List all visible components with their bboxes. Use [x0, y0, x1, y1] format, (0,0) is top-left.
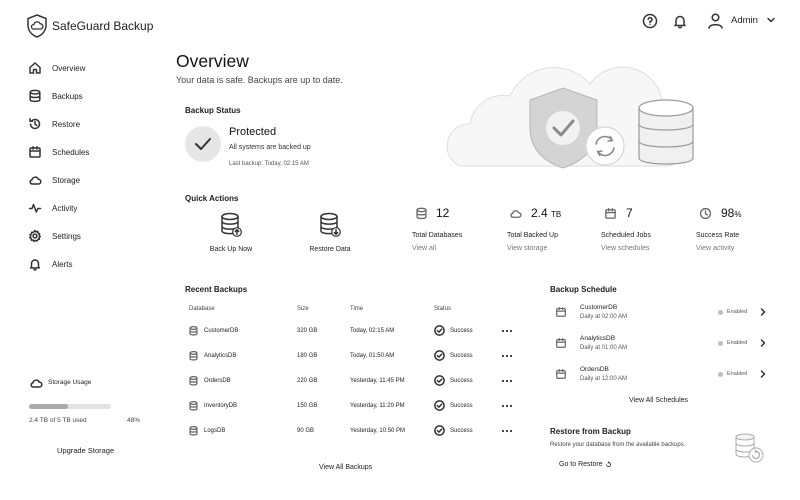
chevron-right-icon[interactable]	[760, 370, 766, 378]
database-icon	[189, 326, 198, 336]
user-name[interactable]: Admin	[731, 15, 758, 26]
stat-label: Scheduled Jobs	[601, 232, 651, 239]
row-time: Yesterday, 10:50 PM	[350, 428, 406, 434]
sidebar-item-settings[interactable]	[22, 225, 152, 247]
database-stack-icon	[639, 100, 693, 164]
view-all-backups-link[interactable]: View All Backups	[319, 464, 373, 471]
backup-status-title: Backup Status	[185, 106, 241, 115]
go-to-restore-label: Go to Restore	[559, 461, 603, 468]
back-up-now-label: Back Up Now	[209, 246, 253, 253]
status-badge: Enabled	[718, 309, 747, 315]
chevron-right-icon[interactable]	[760, 308, 766, 316]
cloud-icon	[509, 207, 522, 220]
schedule-item[interactable]	[550, 331, 772, 357]
sidebar-item-alerts[interactable]	[22, 253, 152, 275]
stat-value: 98%	[721, 206, 742, 220]
calendar-icon	[604, 207, 617, 220]
more-options-icon[interactable]	[501, 329, 513, 333]
sidebar-item-backups[interactable]	[22, 85, 152, 107]
cloud-icon	[28, 173, 42, 187]
row-database: AnalyticsDB	[204, 353, 237, 359]
calendar-icon	[28, 145, 42, 159]
restore-data-button[interactable]	[285, 212, 375, 262]
storage-percent-text: 48%	[127, 417, 141, 424]
stat-label: Success Rate	[696, 232, 740, 239]
stat-label: Total Databases	[412, 232, 463, 239]
database-icon	[189, 426, 198, 436]
storage-usage-fill	[29, 404, 68, 409]
table-row[interactable]	[185, 345, 525, 367]
database-upload-icon	[220, 212, 242, 238]
app-title: SafeGuard Backup	[52, 19, 154, 33]
row-status: Success	[450, 378, 473, 384]
database-icon	[189, 351, 198, 361]
restore-data-label: Restore Data	[309, 246, 351, 253]
bell-icon	[28, 257, 42, 271]
database-icon	[28, 89, 42, 103]
row-status: Success	[450, 328, 473, 334]
table-row[interactable]	[185, 420, 525, 442]
database-restore-icon	[732, 432, 766, 464]
stat-value: 7	[626, 206, 633, 220]
row-time: Today, 02:15 AM	[350, 328, 395, 334]
more-options-icon[interactable]	[501, 429, 513, 433]
row-time: Yesterday, 11:45 PM	[350, 378, 405, 384]
schedule-item[interactable]	[550, 362, 772, 388]
more-options-icon[interactable]	[501, 354, 513, 358]
sidebar-item-restore[interactable]	[22, 113, 152, 135]
view-all-schedules-link[interactable]: View All Schedules	[629, 397, 689, 404]
schedule-time: Daily at 02:00 AM	[580, 314, 628, 320]
schedule-name: OrdersDB	[580, 366, 609, 373]
status-check-icon	[185, 126, 221, 162]
column-header-database: Database	[189, 306, 215, 312]
row-status: Success	[450, 428, 473, 434]
database-icon	[415, 207, 428, 220]
chevron-right-icon[interactable]	[760, 339, 766, 347]
database-icon	[189, 376, 198, 386]
calendar-icon	[555, 306, 567, 318]
sidebar-item-label: Settings	[52, 231, 81, 241]
view-all-databases-link[interactable]: View all	[412, 245, 436, 252]
row-database: CustomerDB	[204, 328, 239, 334]
row-size: 90 GB	[297, 428, 315, 434]
sidebar-item-label: Overview	[52, 63, 86, 73]
schedule-item[interactable]	[550, 300, 772, 326]
database-download-icon	[319, 212, 341, 238]
view-activity-link[interactable]: View activity	[696, 245, 735, 252]
table-row[interactable]	[185, 370, 525, 392]
stat-label: Total Backed Up	[507, 232, 558, 239]
home-icon	[28, 61, 42, 75]
schedule-time: Daily at 01:00 AM	[580, 345, 628, 351]
recent-backups-title: Recent Backups	[185, 285, 248, 294]
row-database: InventoryDB	[204, 403, 238, 409]
row-size: 180 GB	[297, 353, 318, 359]
row-size: 320 GB	[297, 328, 318, 334]
sidebar-item-activity[interactable]	[22, 197, 152, 219]
success-check-icon	[434, 400, 445, 411]
storage-usage-label: Storage Usage	[48, 379, 92, 386]
sidebar-item-label: Restore	[52, 119, 81, 129]
column-header-status: Status	[434, 306, 452, 312]
view-schedules-link[interactable]: View schedules	[601, 245, 650, 252]
back-up-now-button[interactable]	[186, 212, 276, 262]
database-icon	[189, 401, 198, 411]
row-time: Today, 01:50 AM	[350, 353, 395, 359]
status-badge: Enabled	[718, 340, 747, 346]
sidebar-item-label: Activity	[52, 203, 78, 213]
clock-icon	[699, 207, 712, 220]
hero-illustration	[440, 58, 700, 178]
go-to-restore-link[interactable]	[559, 461, 612, 468]
sidebar-item-overview[interactable]	[22, 57, 152, 79]
more-options-icon[interactable]	[501, 404, 513, 408]
table-row[interactable]	[185, 320, 525, 342]
page-subtitle: Your data is safe. Backups are up to date.	[176, 75, 343, 85]
chevron-down-icon[interactable]	[766, 16, 776, 24]
sidebar-item-schedules[interactable]	[22, 141, 152, 163]
sidebar-item-label: Storage	[52, 175, 81, 185]
help-icon[interactable]	[642, 13, 658, 29]
restore-description: Restore your database from the available backups.	[550, 442, 686, 448]
row-database: LogsDB	[204, 428, 226, 434]
success-check-icon	[434, 425, 445, 436]
backup-state-description: All systems are backed up	[229, 144, 311, 151]
stat-value: 12	[436, 206, 450, 220]
backup-state: Protected	[229, 126, 277, 138]
upgrade-storage-button[interactable]: Upgrade Storage	[57, 446, 115, 455]
success-check-icon	[434, 325, 445, 336]
sidebar-item-label: Backups	[52, 91, 83, 101]
schedule-name: AnalyticsDB	[580, 335, 616, 342]
sidebar-item-label: Schedules	[52, 147, 90, 157]
quick-actions-title: Quick Actions	[185, 194, 239, 203]
row-size: 220 GB	[297, 378, 318, 384]
gear-icon	[28, 229, 42, 243]
column-header-size: Size	[297, 306, 309, 312]
last-backup-time: Last backup: Today, 02:15 AM	[229, 161, 309, 167]
user-icon[interactable]	[707, 12, 724, 29]
cloud-icon	[29, 377, 43, 389]
restore-arrow-icon	[605, 461, 612, 468]
activity-icon	[28, 201, 42, 215]
schedule-time: Daily at 12:00 AM	[580, 376, 628, 382]
view-storage-link[interactable]: View storage	[507, 245, 548, 252]
backup-schedule-title: Backup Schedule	[550, 285, 617, 294]
storage-usage-bar	[29, 404, 111, 409]
row-status: Success	[450, 353, 473, 359]
calendar-icon	[555, 368, 567, 380]
row-status: Success	[450, 403, 473, 409]
sync-icon	[586, 127, 624, 165]
status-badge: Enabled	[718, 371, 747, 377]
bell-icon[interactable]	[672, 13, 688, 29]
row-time: Yesterday, 11:20 PM	[350, 403, 405, 409]
calendar-icon	[555, 337, 567, 349]
shield-cloud-logo	[26, 14, 48, 38]
table-row[interactable]	[185, 395, 525, 417]
success-check-icon	[434, 375, 445, 386]
row-size: 150 GB	[297, 403, 318, 409]
sidebar-item-storage[interactable]	[22, 169, 152, 191]
restore-icon	[28, 117, 42, 131]
column-header-time: Time	[350, 306, 364, 312]
restore-from-backup-title: Restore from Backup	[550, 427, 631, 436]
more-options-icon[interactable]	[501, 379, 513, 383]
stat-value: 2.4 TB	[531, 206, 562, 220]
sidebar-item-label: Alerts	[52, 259, 73, 269]
success-check-icon	[434, 350, 445, 361]
row-database: OrdersDB	[204, 378, 231, 384]
storage-used-text: 2.4 TB of 5 TB used	[29, 417, 87, 424]
page-title: Overview	[176, 51, 249, 71]
schedule-name: CustomerDB	[580, 304, 618, 311]
